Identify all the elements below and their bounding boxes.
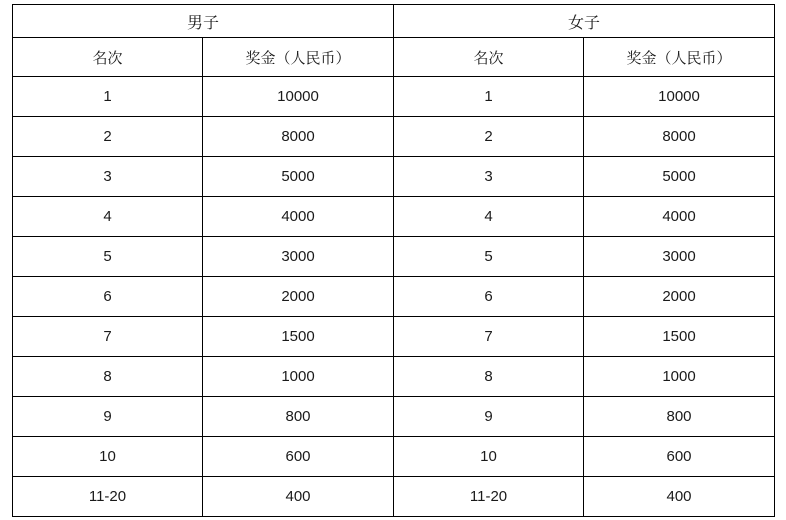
cell-women-rank: 7 xyxy=(394,317,584,357)
table-row-group-header xyxy=(13,5,775,38)
cell-men-rank: 6 xyxy=(13,277,203,317)
column-header-women-prize: 奖金（人民币） xyxy=(584,38,775,77)
cell-women-prize: 2000 xyxy=(584,277,775,317)
column-header-men-rank: 名次 xyxy=(13,38,203,77)
cell-women-prize: 1500 xyxy=(584,317,775,357)
cell-men-rank: 2 xyxy=(13,117,203,157)
cell-men-prize: 1000 xyxy=(203,357,394,397)
cell-women-rank: 2 xyxy=(394,117,584,157)
cell-men-rank: 3 xyxy=(13,157,203,197)
table-row-column-header xyxy=(13,38,775,77)
table-row xyxy=(13,397,775,437)
column-header-women-rank: 名次 xyxy=(394,38,584,77)
column-header-men-prize: 奖金（人民币） xyxy=(203,38,394,77)
cell-men-rank: 5 xyxy=(13,237,203,277)
cell-men-rank: 10 xyxy=(13,437,203,477)
cell-men-prize: 2000 xyxy=(203,277,394,317)
group-header-men: 男子 xyxy=(13,5,394,38)
table-row xyxy=(13,197,775,237)
cell-women-rank: 5 xyxy=(394,237,584,277)
cell-men-prize: 1500 xyxy=(203,317,394,357)
table-row xyxy=(13,157,775,197)
cell-women-rank: 1 xyxy=(394,77,584,117)
cell-women-prize: 400 xyxy=(584,477,775,517)
cell-men-prize: 3000 xyxy=(203,237,394,277)
cell-men-rank: 9 xyxy=(13,397,203,437)
cell-men-prize: 8000 xyxy=(203,117,394,157)
cell-women-rank: 4 xyxy=(394,197,584,237)
table-row xyxy=(13,477,775,517)
cell-women-rank: 9 xyxy=(394,397,584,437)
cell-women-rank: 3 xyxy=(394,157,584,197)
cell-men-rank: 7 xyxy=(13,317,203,357)
cell-women-prize: 800 xyxy=(584,397,775,437)
cell-women-prize: 600 xyxy=(584,437,775,477)
table-row xyxy=(13,277,775,317)
cell-men-prize: 400 xyxy=(203,477,394,517)
table-row xyxy=(13,317,775,357)
cell-men-rank: 11-20 xyxy=(13,477,203,517)
cell-women-prize: 1000 xyxy=(584,357,775,397)
cell-women-prize: 4000 xyxy=(584,197,775,237)
table-row xyxy=(13,117,775,157)
cell-women-prize: 3000 xyxy=(584,237,775,277)
cell-men-rank: 4 xyxy=(13,197,203,237)
table-row xyxy=(13,237,775,277)
cell-men-prize: 800 xyxy=(203,397,394,437)
prize-money-table xyxy=(12,4,775,517)
table-row xyxy=(13,77,775,117)
cell-men-rank: 1 xyxy=(13,77,203,117)
cell-women-rank: 8 xyxy=(394,357,584,397)
group-header-women: 女子 xyxy=(394,5,775,38)
table-row xyxy=(13,437,775,477)
table-row xyxy=(13,357,775,397)
cell-men-rank: 8 xyxy=(13,357,203,397)
cell-women-prize: 8000 xyxy=(584,117,775,157)
cell-women-rank: 11-20 xyxy=(394,477,584,517)
cell-men-prize: 4000 xyxy=(203,197,394,237)
cell-men-prize: 10000 xyxy=(203,77,394,117)
cell-men-prize: 600 xyxy=(203,437,394,477)
cell-men-prize: 5000 xyxy=(203,157,394,197)
cell-women-rank: 6 xyxy=(394,277,584,317)
cell-women-prize: 5000 xyxy=(584,157,775,197)
cell-women-prize: 10000 xyxy=(584,77,775,117)
cell-women-rank: 10 xyxy=(394,437,584,477)
